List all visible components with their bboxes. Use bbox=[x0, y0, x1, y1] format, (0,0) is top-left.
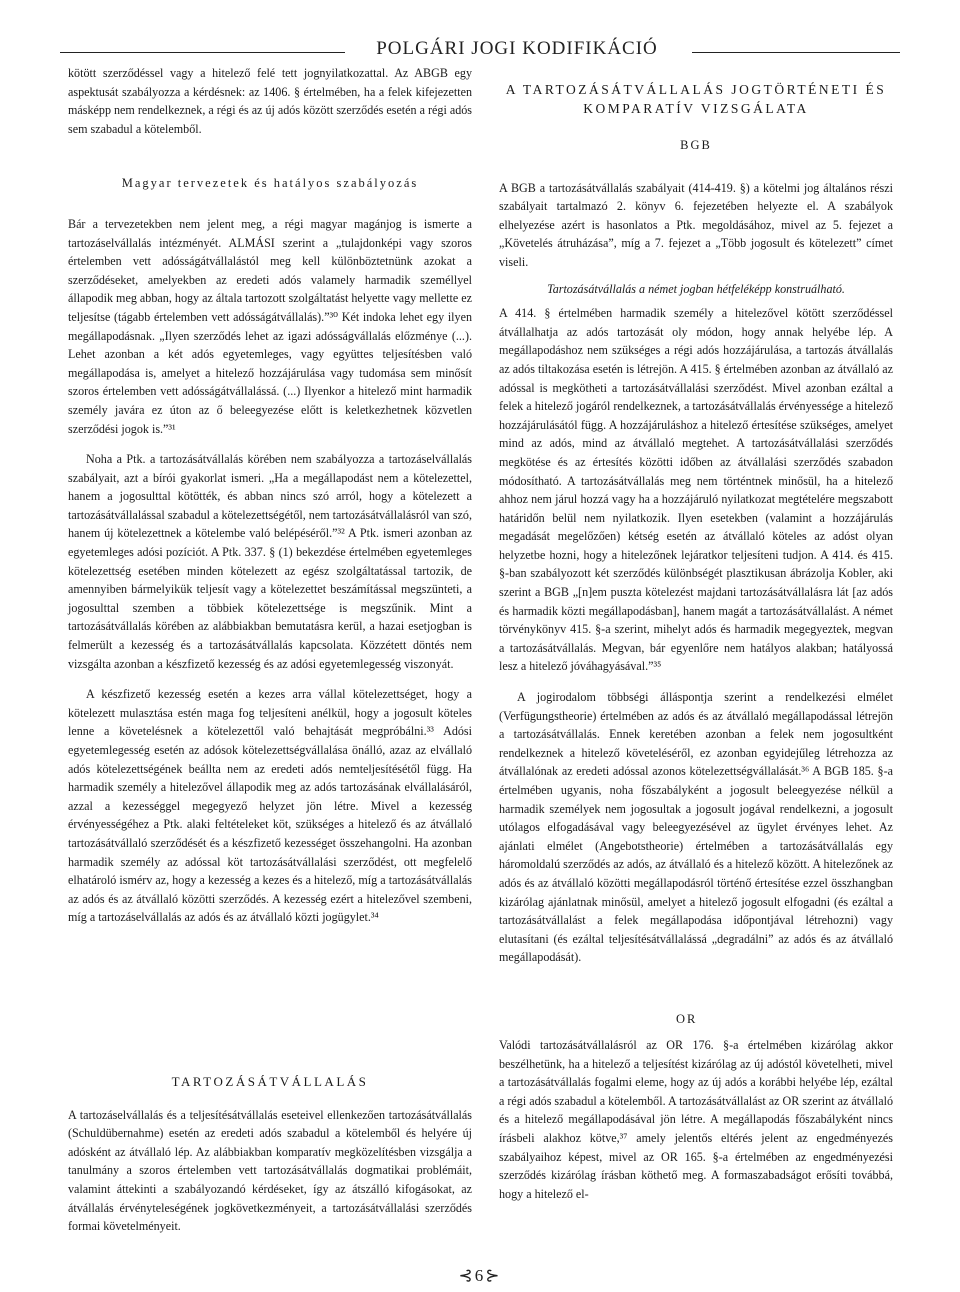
italic-subheading: Tartozásátvállalás a német jogban hétfeléképp konstruálható. bbox=[547, 281, 845, 296]
paragraph-keszfizeto: A készfizető kezesség esetén a kezes arra vállal kötelezettséget, hogy a kötelezett mulasztása estén maga fog teljesíteni anélkül, hogy a jogosult köteles lenne a követelésnek a kötelezettől való behajtását megpróbálni.³³ Adósi egyetemlegesség esetén az adósok kötelezettségvállalása önálló, azaz az elvállaló adós kötelezettségének beállta nem az eredeti adós nemteljesítésétől függ. Ha harmadik személy a hitelezővel állapodik meg az adós tartozásának elvállalásáról, azzal a kezességgel megegyező helyzet jön létre. Mivel a kezesség érvényességéhez a Ptk. alaki feltételeket köt, szükséges a hitelező és az átvállaló tartozásátvállaló szerződését és a készfizető kezességet összehangolni. Ha azonban harmadik személy az adóssal köt tartozásátvállalási szerződést, ott megfelelő elhatároló ismérv az, hogy a kezesség a kezes és a hitelező, míg a tartozásátvállalás az adós és az átvállaló közötti szerződés. A kezesség ezért a hitelezővel szembeni, míg a tartozáselvállalás az adós és az átvállaló közti jogügylet.³⁴ bbox=[68, 687, 472, 925]
section-heading-bgb: BGB bbox=[680, 138, 712, 152]
section-heading-magyar: Magyar tervezetek és hatályos szabályozás bbox=[121, 176, 419, 191]
paragraph-bar: Bár a tervezetekben nem jelent meg, a régi magyar magánjog is ismerte a tartozáselvállalás intézményét. ALMÁSI szerint a „tulajdonképi vagy szoros értelemben vett adósságátvállalástól meg kell különböztetnünk azokat a szerződéseket, amelyekben az eredeti adós valamely harmadik személlyel állapodik meg abban, hogy az általa tartozott szolgáltatást helyette vagy mellette ez teljesítse (tágabb értelemben vett adósságátvállalás).”³⁰ Két indoka lehet egy ilyen megállapodásnak. „Ilyen szerződés lehet az igazi adósságvállalás előzménye (...). Lehet azonban a két adós egyetemleges, vagy együttes teljesítésben való megállapodása is, amelyet a hitelező hozzájárulása vagy tudomása sem minősít szoros értelemben vett adósságátvállalássá. (...) Ilyenkor a hitelező mint harmadik személy javára ez úton az ő beleegyezése előtt is keletkezhetnek közvetlen szerződési jogok is.”³¹ bbox=[68, 216, 472, 436]
left-column bbox=[68, 64, 472, 939]
page-number: 6 bbox=[474, 1266, 486, 1285]
section-heading-or: OR bbox=[676, 1012, 698, 1026]
header-rule-left bbox=[60, 52, 345, 53]
bottom-right-section bbox=[499, 1036, 893, 1215]
ornament-left-icon: ⊰ bbox=[458, 1266, 475, 1285]
paragraph-bgb: A BGB a tartozásátvállalás szabályait (414-419. §) a kötelmi jog általános részi szabályait tartalmazó 2. könyv 6. fejezetében helyezte el. A szabályok elhelyezése azért is hasonlatos a Ptk. megoldásához, mivel az 5. fejezet a „Követelés átruházása”, míg a 7. fejezet a „Több jogosult és kötelezett” címet viseli. bbox=[499, 180, 893, 269]
paragraph-tartozasatvallalas: A tartozáselvállalás és a teljesítésátvállalás eseteivel ellenkezően tartozásátvállalás (Schuldübernahme) esetén az eredeti adós szabadul a kötelemből és helyére új adósként az átvállaló lép. Az alábbiakban komparatív megközelítésben vizsgálja a tanulmány a szoros értelemben vett tartozásátvállalás dogmatikai problémáit, valamint áttekinti a szabályozandó kérdéseket, így az átszálló kifogásokat, az átvállalás érvényteleségének jogkövetkezményeit, a tartozásátvállalási szerződés formai követelményeit. bbox=[68, 1107, 472, 1234]
section-heading-tartozasatvallalas: TARTOZÁSÁTVÁLLALÁS bbox=[171, 1074, 369, 1089]
running-header bbox=[60, 36, 900, 66]
paragraph-or: Valódi tartozásátvállalásról az OR 176. §-a értelmében kizárólag akkor beszélhetünk, ha a hitelező a teljesítést kizárólag az új adóstól követelheti, mivel a tartozásátvállalás fogalmi eleme, hogy az új adós a korábbi helyébe lép, ezáltal a régi adós szabadul a kötelemből. A tartozásátvállalást az OR szerint az átvállaló és a hitelező megállapodásával jön létre. A megállapodás főszabályként nincs írásbeli alakhoz kötve,³⁷ amely jelentős eltérés jelent az engedményezés szabályaihoz képest, mivel az OR 165. §-a értelmében az engedményezési szerződés kizárólag írásban köthető meg. A formaszabadságot erősíti továbbá, hogy a hitelező el- bbox=[499, 1038, 893, 1201]
paragraph-414: A 414. § értelmében harmadik személy a hitelezővel kötött szerződéssel átvállalhatja az adós tartozását oly módon, hogy annak helyébe lép. A megállapodáshoz nem szükséges a régi adós hozzájárulása, a tartozás átvállalás az adós tiltakozása esetén is létrejön. A 415. § értelmében azonban az átvállaló az adóssal is megkötheti a tartozásátvállalási szerződést. Mivel azonban ezáltal a felek a hitelező jogáról rendelkeznek, a tartozásátvállalás érvényessége a hitelező hozzájárulásától függ. A hozzájáruláshoz a hitelező értesítése szükséges, amelyet mind az adós, mind az átvállaló megtehet. A tartozásátvállalási szerződés megkötése és az értesítés közötti időben az átvállalási szerződés szabadon módosítható. A tartozásátvállalás meg nem történtnek minősül, ha a hitelező ahhoz nem járul hozzá vagy ha a hozzájáruló nyilatkozat megtételére megszabott határidőn belül nem nyilatkozik. Ilyen esetekben (valamint a hozzájárulás megadását megelőzően) kétség esetén az átvállaló köteles az adóst olyan helyzetbe hozni, hogy a hitelezőnek lejáratkor teljesíteni tudjon. A 414. és 415. §-ban szabályozott két szerződés különbségét plasztikusan ábrázolja Kobler, aki szerint a BGB „[n]em puszta kötelezést majdani tartozásátvállalásra lát [az adós és harmadik közti megállapodásban], hanem magát a tartozásátvállalást. A német törvénykönyv 415. §-a szerint, mihelyt adós és harmadik megegyeztek, megvan a tartozásátvállalás. Megvan, bár egyenlőre nem hatályos alakban; hatályossá lesz a hitelező jóváhagyásával.”³⁵ bbox=[499, 306, 893, 674]
right-column bbox=[499, 80, 893, 979]
page-footer bbox=[453, 1266, 507, 1286]
intro-paragraph: kötött szerződéssel vagy a hitelező felé tett jognyilatkozattal. Az ABGB egy aspektusát szabályozza a kérdésnek: az 1406. § értelmében, ha a felek kifejezetten másképp nem rendelkeznek, a régi és az új adós között szerződés esetén a régi adós sem szabadul a kötelemből. bbox=[68, 66, 472, 136]
header-rule-right bbox=[692, 52, 900, 53]
bottom-left-section bbox=[68, 1073, 472, 1248]
paragraph-noha: Noha a Ptk. a tartozásátvállalás körében nem szabályozza a tartozáselvállalás szabályait, azt a bírói gyakorlat ismeri. „Ha a megállapodást nem a kötelezettel, hanem a jogosulttal kötötték, és abban nincs szó arról, hogy a kötelezett a tartozásátvállalással szabadul a kötelezettségétől, nem tartozásátvállalásról van szó, hanem új kötelezettnek a kötelembe való belépéséről.”³² A Ptk. ismeri azonban az egyetemleges adósi pozíciót. A Ptk. 337. § (1) bekezdése értelmében egyetemleges kötelezettség esetében minden kötelezett az egész szolgáltatással tartozik, de amennyiben bármelyikük teljesít vagy a kötelezettet beszámítással megszünteti, a jogosulttal szemben a többiek kötelezettsége is megszűnik. Mint a tartozásátvállalás körében az alábbiakban bemutatásra kerül, a hazai esetjogban is felmerült a kezesség és a tartozásátvállalás kapcsolata. Közzétett döntés nem vizsgálta azonban a készfizető kezesség és az adósi egyetemlegesség viszonyát. bbox=[68, 452, 472, 671]
journal-title: POLGÁRI JOGI KODIFIKÁCIÓ bbox=[376, 38, 658, 59]
section-heading-comparative: A TARTOZÁSÁTVÁLLALÁS JOGTÖRTÉNETI ÉS KOMPARATÍV VIZSGÁLATA bbox=[505, 82, 887, 116]
paragraph-jogirodalom: A jogirodalom többségi álláspontja szerint a rendelkezési elmélet (Verfügungstheorie) értelmében az adós és az átvállaló megállapodással létrejön a tartozásátvállalás. Ennek keretében azonban a felek nem jogosultként rendelkeznek a hitelező követeléséről, ez azonban egyidejűleg létrehozza az átvállalónak az eredeti adóssal azonos kötelezettségvállalását.³⁶ A BGB 185. §-a értelmében ugyanis, noha főszabályként a jogosult beleegyezése nélkül a harmadik személyek nem jogosultak a jogosult jogával rendelkezni, a jogosult utólagos elfogadásával vagy beleegyezésével az ügylet érvényes lehet. Az ajánlati elmélet (Angebotstheorie) értelmében a tartozásátvállalás egy háromoldalú szerződés az adós, az átvállaló és a hitelező között. A hitelezőnek az adós és az átvállaló közötti megállapodásról történő értesítése ezzel összhangban kizárólag ajánlatnak minősül, amelyet a hitelező jogosult elfogadni (és ezáltal a tartozásátvállalást a felek megállapodása időpontjával létrehozni) vagy elutasítani (és ezáltal teljesítésátvállalássá „degradálni” az adós és az átvállaló megállapodását). bbox=[499, 690, 893, 965]
ornament-right-icon: ⊱ bbox=[485, 1266, 502, 1285]
